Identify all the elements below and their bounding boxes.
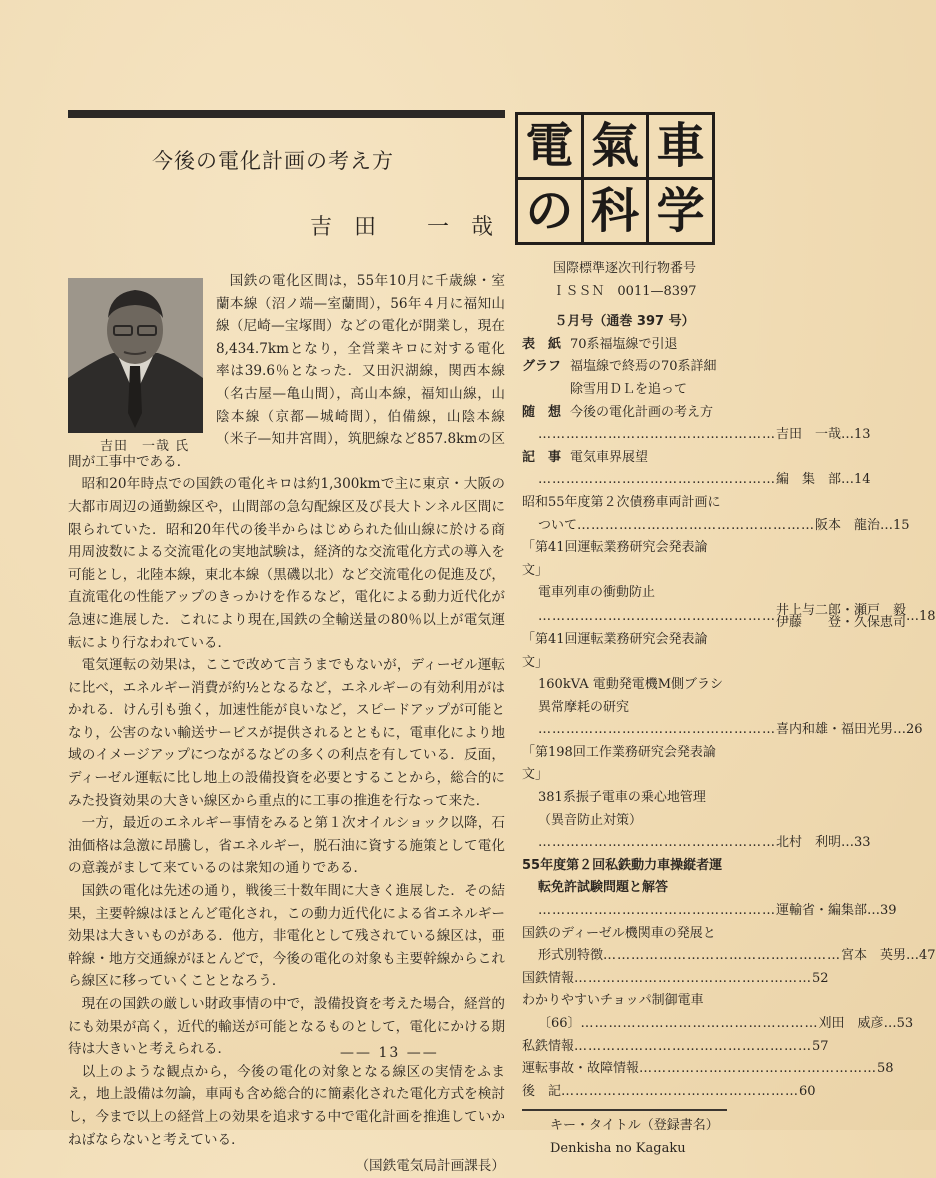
article-author: 吉田 一哉	[310, 215, 515, 240]
leader-dots: ……………………………………………	[574, 1038, 813, 1054]
toc-title: 国鉄情報	[522, 970, 575, 986]
photo-spacer	[68, 270, 216, 450]
toc-item-cover[interactable]	[522, 334, 727, 357]
toc-title[interactable]: 昭和55年度第２次債務車両計画に	[522, 494, 721, 510]
leader-dots: ……………………………………………	[538, 903, 776, 919]
logo-char: 車	[649, 115, 712, 177]
leader-dots: ……………………………………………	[538, 427, 776, 443]
logo-char: の	[518, 180, 581, 242]
toc-author: 北村 利明	[776, 835, 842, 851]
toc-author: 宮本 英男	[841, 948, 907, 964]
toc-item-accident-info[interactable]	[522, 1058, 894, 1081]
article-title: 今後の電化計画の考え方	[152, 149, 394, 173]
toc-author: 阪本 龍治	[815, 517, 881, 533]
author-affiliation: （国鉄電気局計画課長）	[355, 1158, 505, 1175]
toc-entry-line: 〔66〕 …………………………………………… 刈田 威彦 … 53	[522, 1013, 727, 1036]
leader-dots: ……………………………………………	[538, 472, 776, 488]
leader-dots: ……………………………………………	[580, 1016, 819, 1031]
issn-number: ＩＳＳＮ 0011—8397	[552, 283, 697, 299]
paragraph: 国鉄の電化は先述の通り，戦後三十数年間に大きく進展した．その結果，主要幹線はほとんど電化され，この動力近代化による省エネルギー効果は大きいものがある．他方，非電化として残されている線区は，亜幹線・地方交通線がほとんどで，今後の電化の対象も主要幹線からこれら線区に移っていくこととなろう．	[68, 883, 505, 990]
toc-title: 70系福塩線で引退	[570, 336, 678, 352]
toc-title: 福塩線で終焉の70系詳細	[570, 359, 717, 375]
toc-entry-line: 形式別特徴 …………………………………………… 宮本 英男 … 47	[522, 945, 727, 968]
toc-page: 58	[877, 1061, 894, 1077]
toc-entry-line: …………………………………………… 編 集 部 … 14	[522, 469, 727, 492]
article-body	[68, 270, 505, 1178]
leader-dots: ……………………………………………	[603, 948, 842, 964]
toc-title: 今後の電化計画の考え方	[570, 404, 714, 420]
toc-page: 33	[854, 835, 871, 851]
toc-entry-line: …………………………………………… 吉田 一哉 … 13	[522, 424, 727, 447]
toc-page: 57	[812, 1038, 829, 1054]
toc-series: 「第41回運転業務研究会発表論文」	[522, 540, 708, 578]
toc-title: 形式別特徴	[538, 948, 604, 964]
toc-page: 15	[893, 517, 910, 533]
magazine-logo	[515, 112, 715, 245]
leader-dots: ……………………………………………	[577, 517, 816, 533]
toc-entry-line: ついて …………………………………………… 阪本 龍治 … 15	[522, 515, 727, 538]
paragraph: 昭和20年時点での国鉄の電化キロは約1,300kmで主に東京・大阪の大都市周辺の通勤線区や，山間部の急勾配線区及び長大トンネル区間に限られていた．昭和20年代の後半からはじめられた仙山線に於ける商用周波数による交流電化の実地試験は，経済的な交流電化方式の導入を可能とし，北陸本線，東北本線（黒磯以北）など交流電化の促進及び，直流電化の性能アップのきっかけを作るなど，電化による動力近代化が急速に進展した．これにより現在,国鉄の全輸送量の80％以上が電気運転により行なわれている．	[68, 476, 505, 651]
toc-item-essay[interactable]	[522, 402, 727, 425]
toc-author: 井上与二郎・瀬戸 毅	[776, 602, 907, 618]
toc-author: 編 集 部	[776, 472, 842, 488]
paragraph: 一方，最近のエネルギー事情をみると第１次オイルショック以降，石油価格は急激に昂騰し，省エネルギー，脱石油に資する施策として電化の意義がまして来ているのは衆知の通りである．	[68, 815, 505, 877]
toc-series: 「第41回運転業務研究会発表論文」	[522, 631, 708, 670]
toc-page: 13	[854, 427, 871, 443]
toc-page: 18	[919, 608, 936, 624]
key-title-label: キー・タイトル（登録書名）	[550, 1118, 719, 1134]
toc-title: 〔66〕	[538, 1016, 581, 1031]
toc-divider	[522, 1109, 727, 1111]
toc-label: グラフ	[522, 359, 562, 375]
paragraph: 国鉄の電化区間は，55年10月に千歳線・室蘭本線（沼ノ端—室蘭間），56年４月に福知山線（尼崎—宝塚間）などの電化が開業し，現在8,434.7kmとなり，全営業キロに対する電化率は39.6％となった．又田沢湖線，関西本線（名古屋—亀山間），高山本線，福知山線，山陰本線（京都—城崎間），伯備線，山陰本線（米子—知井宮間），筑肥線など857.8kmの区間が工事中である．	[68, 273, 505, 470]
toc-title[interactable]: 電車列車の衝動防止	[538, 585, 656, 601]
toc-page: 26	[906, 722, 923, 738]
toc-label: 随 想	[522, 404, 562, 420]
toc-authors	[776, 602, 907, 630]
toc-title: 後 記	[522, 1083, 562, 1099]
photo-caption: 吉田 一哉 氏	[100, 439, 190, 454]
key-title: Denkisha no Kagaku	[550, 1140, 686, 1156]
issue-number: ５月号（通巻 397 号）	[554, 314, 695, 330]
toc-title: 私鉄情報	[522, 1038, 575, 1054]
logo-char: 科	[584, 180, 647, 242]
toc-entry-line: …………………………………………… 運輸省・編集部 … 39	[522, 900, 727, 923]
paragraph: 電気運転の効果は，ここで改めて言うまでもないが，ディーゼル運転に比べ，エネルギー消費が約½となるなど，エネルギーの有効利用がはかれる．けん引も強く，加速性能が良いなど，スピードアップが可能となり，公害のない輸送サービスが提供されるとともに，電車化により地域のイメージアップにつながるなどの多くの利点を有している．反面，ディーゼル運転に比し地上の設備投資を必要とすることから，総合的にみた投資効果の大きい線区から重点的に工事の推進を行なって来た．	[68, 657, 505, 809]
toc-item-graph-cont	[522, 379, 727, 402]
leader-dots: ……………………………………………	[538, 722, 776, 738]
toc-title: 除雪用ＤＬを追って	[570, 381, 688, 397]
toc-page: 53	[896, 1016, 914, 1031]
toc-entry-line: …………………………………………… 北村 利明 … 33	[522, 832, 727, 855]
toc-page: 60	[799, 1083, 816, 1099]
toc-title: ついて	[538, 517, 578, 533]
toc-author: 刈田 威彦	[818, 1016, 884, 1031]
page-number: —— 13 ——	[340, 1045, 439, 1061]
header-rule	[68, 110, 505, 118]
leader-dots: ……………………………………………	[538, 835, 776, 851]
paragraph: 以上のような観点から，今後の電化の対象となる線区の実情をふまえ，地上設備は勿論，車両も含め総合的に簡素化された電化方式を検討し，今まで以上の経営上の効果を追求する中で電化計画を推進していかねばならないと考えている．	[68, 1063, 505, 1148]
toc-title[interactable]: 160kVA 電動発電機M側ブラシ	[538, 677, 724, 693]
toc-series: 「第198回工作業務研究会発表論文」	[522, 744, 716, 783]
toc-label: 表 紙	[522, 336, 562, 352]
leader-dots: ……………………………………………	[574, 970, 813, 986]
toc-title[interactable]: 55年度第２回私鉄動力車操縦者運	[522, 857, 723, 873]
toc-title: （異音防止対策）	[538, 812, 643, 828]
toc-entry-line: …………………………………………… 井上与二郎・瀬戸 毅 伊藤 登・久保恵司 … 18	[538, 602, 936, 630]
toc-entry-line: …………………………………………… 喜内和雄・福田光男 … 26	[522, 719, 727, 742]
toc-author: 運輸省・編集部	[776, 903, 868, 919]
toc-item-private-rail-info[interactable]	[522, 1036, 829, 1059]
toc-title: 異常摩耗の研究	[538, 699, 630, 715]
table-of-contents	[522, 258, 936, 1161]
toc-item-afterword[interactable]	[522, 1081, 816, 1104]
toc-page: 39	[880, 903, 897, 919]
toc-item-graph[interactable]	[522, 356, 727, 379]
toc-title: 電気車界展望	[570, 449, 649, 465]
toc-item-article[interactable]	[522, 447, 727, 470]
toc-label: 記 事	[522, 449, 562, 465]
leader-dots: ……………………………………………	[639, 1061, 878, 1077]
toc-author: 伊藤 登・久保恵司	[776, 614, 907, 630]
toc-title: 運転事故・故障情報	[522, 1061, 640, 1077]
issn-label: 国際標準逐次刊行物番号	[552, 261, 696, 276]
toc-title[interactable]: 国鉄のディーゼル機関車の発展と	[522, 925, 716, 941]
logo-char: 学	[649, 180, 712, 242]
toc-author: 喜内和雄・福田光男	[776, 722, 894, 738]
toc-page: 52	[812, 970, 829, 986]
toc-title: 転免許試験問題と解答	[538, 880, 669, 896]
toc-title[interactable]: 381系振子電車の乗心地管理	[538, 790, 706, 806]
toc-page: 14	[854, 472, 871, 488]
toc-page: 47	[919, 948, 936, 964]
toc-author: 吉田 一哉	[776, 427, 842, 443]
leader-dots: ……………………………………………	[561, 1083, 800, 1099]
toc-item-kokutetsu-info[interactable]	[522, 968, 829, 991]
logo-char: 電	[518, 115, 581, 177]
logo-char: 氣	[584, 115, 647, 177]
toc-title[interactable]: わかりやすいチョッパ制御電車	[522, 993, 704, 1009]
paragraph: 現在の国鉄の厳しい財政事情の中で，設備投資を考えた場合，経営的にも効果が高く，近代的輸送が可能となるものとして，電化にかける期待は大きいと考えられる．	[68, 996, 505, 1058]
leader-dots: ……………………………………………	[538, 608, 776, 624]
